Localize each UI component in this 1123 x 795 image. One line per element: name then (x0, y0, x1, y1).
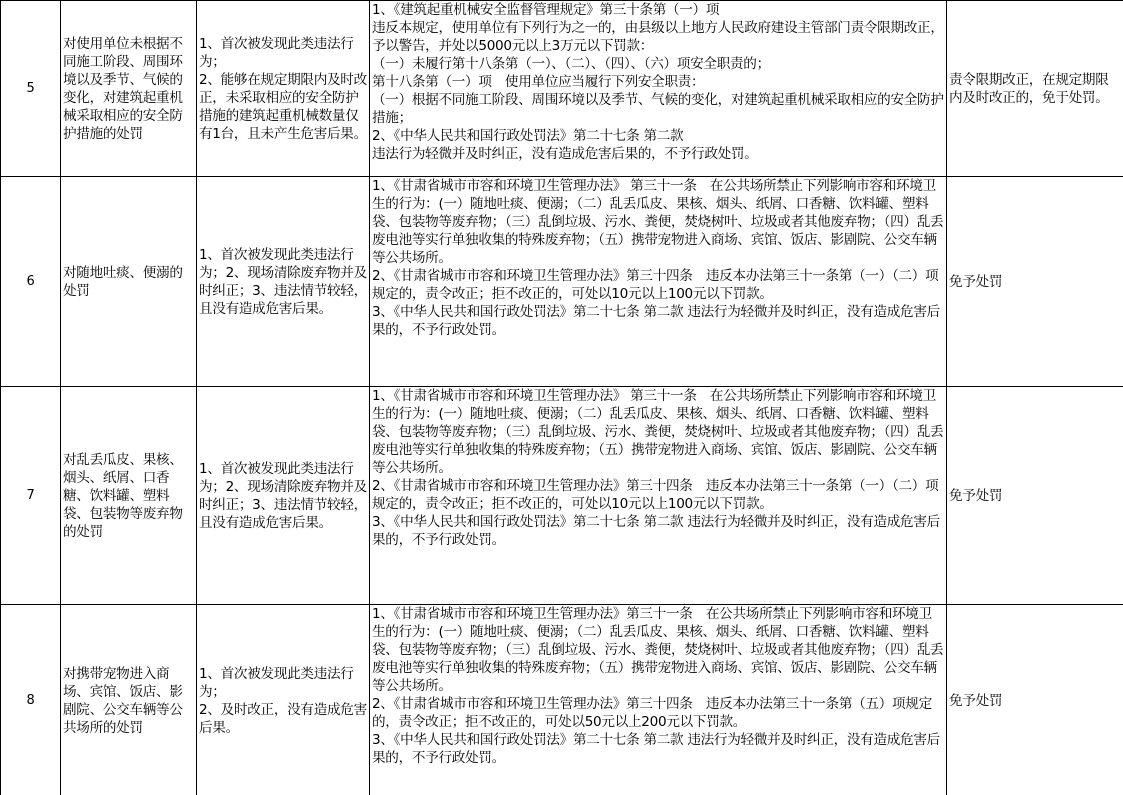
result-text: 责令限期改正，在规定期限内及时改正的，免于处罚。 (949, 71, 1109, 106)
item-text: 对随地吐痰、便溺的处罚 (63, 264, 183, 299)
basis-line: 2、《甘肃省城市市容和环境卫生管理办法》第三十四条 违反本办法第三十一条第（一）（二）项规定的，责令改正；拒不改正的，可处以10元以上100元以下罚款。 (372, 268, 939, 302)
result-text: 免予处罚 (949, 487, 1003, 504)
table-row (1, 1, 1123, 177)
condition-line: 1、首次被发现此类违法行为；2、现场清除废弃物并及时纠正；3、违法情节较轻，且没有造成危害后果。 (199, 246, 367, 317)
item-text: 对携带宠物进入商场、宾馆、饭店、影剧院、公交车辆等公共场所的处罚 (63, 665, 183, 736)
result-text: 免予处罚 (949, 273, 1003, 290)
basis-line: 2、《甘肃省城市市容和环境卫生管理办法》第三十四条 违反本办法第三十一条第（一）（二）项规定的，责令改正；拒不改正的，可处以10元以上100元以下罚款。 (372, 478, 939, 512)
conditions-cell[interactable] (197, 177, 370, 387)
item-cell[interactable] (61, 1, 197, 177)
row-number: 7 (26, 487, 35, 503)
basis-line: 2、《甘肃省城市市容和环境卫生管理办法》第三十四条 违反本办法第三十一条第（五）项规定的，责令改正；拒不改正的，可处以50元以上200元以下罚款。 (372, 696, 932, 730)
row-number-cell[interactable] (1, 177, 61, 387)
item-cell[interactable] (61, 177, 197, 387)
condition-line: 1、首次被发现此类违法行为； (199, 665, 354, 700)
row-number: 6 (26, 273, 35, 289)
row-number: 5 (26, 80, 35, 96)
basis-line: 3、《中华人民共和国行政处罚法》第二十七条 第二款 违法行为轻微并及时纠正，没有造成危害后果的，不予行政处罚。 (372, 304, 940, 338)
row-number-cell[interactable] (1, 605, 61, 795)
basis-line: 第十八条第（一）项 使用单位应当履行下列安全职责： (372, 74, 705, 90)
item-text: 对乱丢瓜皮、果核、烟头、纸屑、口香糖、饮料罐、塑料袋、包装物等废弃物的处罚 (63, 451, 183, 540)
legal-basis-cell[interactable] (370, 387, 947, 605)
result-cell[interactable] (947, 1, 1123, 177)
row-number: 8 (26, 692, 35, 708)
legal-basis-cell[interactable] (370, 605, 947, 795)
basis-line: （一）未履行第十八条第（一）、（二）、（四）、（六）项安全职责的； (372, 56, 770, 72)
result-cell[interactable] (947, 177, 1123, 387)
table-row (1, 387, 1123, 605)
basis-line: 1、《甘肃省城市市容和环境卫生管理办法》 第三十一条 在公共场所禁止下列影响市容和环境卫生的行为：(一）随地吐痰、便溺；（二）乱丢瓜皮、果核、烟头、纸屑、口香糖、饮料罐、塑料袋、包装物等废弃物；（三）乱倒垃圾、污水、粪便，焚烧树叶、垃圾或者其他废弃物；（四）乱丢废电池等实行单独收集的特殊废弃物；（五）携带宠物进入商场、宾馆、饭店、影剧院、公交车辆等公共场所。 (372, 178, 944, 266)
conditions-cell[interactable] (197, 387, 370, 605)
table-row (1, 605, 1123, 795)
basis-line: 1、《甘肃省城市市容和环境卫生管理办法》 第三十一条 在公共场所禁止下列影响市容和环境卫生的行为：(一）随地吐痰、便溺；（二）乱丢瓜皮、果核、烟头、纸屑、口香糖、饮料罐、塑料袋、包装物等废弃物；（三）乱倒垃圾、污水、粪便，焚烧树叶、垃圾或者其他废弃物；（四）乱丢废电池等实行单独收集的特殊废弃物；（五）携带宠物进入商场、宾馆、饭店、影剧院、公交车辆等公共场所。 (372, 388, 944, 476)
basis-line: 3、《中华人民共和国行政处罚法》第二十七条 第二款 违法行为轻微并及时纠正，没有造成危害后果的，不予行政处罚。 (372, 732, 940, 766)
conditions-cell[interactable] (197, 605, 370, 795)
row-number-cell[interactable] (1, 387, 61, 605)
result-text: 免予处罚 (949, 692, 1003, 709)
legal-basis-cell[interactable] (370, 1, 947, 177)
condition-line: 1、首次被发现此类违法行为；2、现场清除废弃物并及时纠正；3、违法情节较轻，且没有造成危害后果。 (199, 460, 367, 531)
row-number-cell[interactable] (1, 1, 61, 177)
item-cell[interactable] (61, 387, 197, 605)
table-row (1, 177, 1123, 387)
basis-line: 2、《中华人民共和国行政处罚法》第二十七条 第二款 (372, 128, 684, 144)
basis-line: 3、《中华人民共和国行政处罚法》第二十七条 第二款 违法行为轻微并及时纠正，没有造成危害后果的，不予行政处罚。 (372, 514, 940, 548)
condition-line: 1、首次被发现此类违法行为； (199, 35, 354, 70)
condition-line: 2、能够在规定期限内及时改正，未采取相应的安全防护措施的建筑起重机械数量仅有1台，且未产生危害后果。 (199, 71, 367, 142)
result-cell[interactable] (947, 387, 1123, 605)
legal-basis-cell[interactable] (370, 177, 947, 387)
basis-line: 违法行为轻微并及时纠正，没有造成危害后果的，不予行政处罚。 (372, 146, 758, 162)
result-cell[interactable] (947, 605, 1123, 795)
basis-line: 1、《建筑起重机械安全监督管理规定》第三十条第（一）项 (372, 2, 720, 18)
item-cell[interactable] (61, 605, 197, 795)
conditions-cell[interactable] (197, 1, 370, 177)
item-text: 对使用单位未根据不同施工阶段、周围环境以及季节、气候的变化，对建筑起重机械采取相应的安全防护措施的处罚 (63, 35, 183, 142)
basis-line: 1、《甘肃省城市市容和环境卫生管理办法》第三十一条 在公共场所禁止下列影响市容和环境卫生的行为：(一）随地吐痰、便溺；（二）乱丢瓜皮、果核、烟头、纸屑、口香糖、饮料罐、塑料袋、包装物等废弃物；（三）乱倒垃圾、污水、粪便，焚烧树叶、垃圾或者其他废弃物；（四）乱丢废电池等实行单独收集的特殊废弃物；（五）携带宠物进入商场、宾馆、饭店、影剧院、公交车辆等公共场所。 (372, 606, 944, 694)
basis-line: 违反本规定，使用单位有下列行为之一的，由县级以上地方人民政府建设主管部门责令限期改正，予以警告，并处以5000元以上3万元以下罚款： (372, 20, 944, 54)
basis-line: （一）根据不同施工阶段、周围环境以及季节、气候的变化，对建筑起重机械采取相应的安全防护措施； (372, 92, 944, 126)
condition-line: 2、及时改正，没有造成危害后果。 (199, 701, 367, 736)
